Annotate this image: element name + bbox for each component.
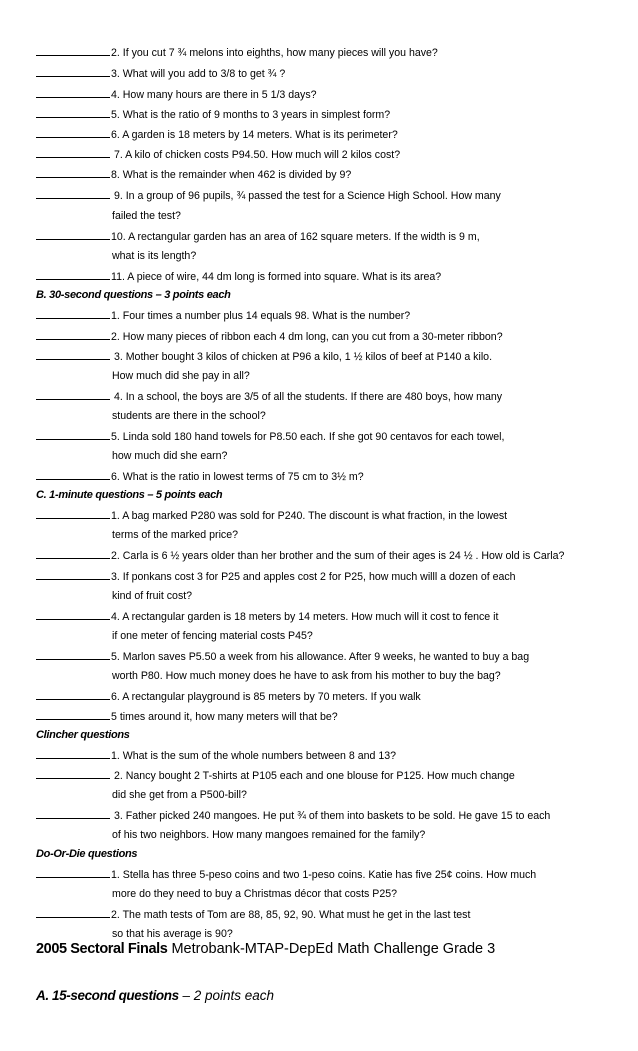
answer-blank[interactable] bbox=[36, 188, 110, 199]
question-continuation: of his two neighbors. How many mangoes remained for the family? bbox=[112, 829, 426, 841]
question-text: 2. If you cut 7 ¾ melons into eighths, how many pieces will you have? bbox=[111, 47, 438, 59]
contest-title-bold: 2005 Sectoral Finals bbox=[36, 941, 168, 957]
question-text: 2. Nancy bought 2 T-shirts at P105 each and one blouse for P125. How much change bbox=[111, 770, 515, 782]
question-text: 6. What is the ratio in lowest terms of 75 cm to 3½ m? bbox=[111, 471, 364, 483]
question-line bbox=[36, 508, 626, 523]
section-a-header-bold: A. 15-second questions bbox=[36, 988, 179, 1003]
answer-blank[interactable] bbox=[36, 389, 110, 400]
answer-blank[interactable] bbox=[36, 429, 110, 440]
contest-title bbox=[36, 941, 495, 957]
question-text: 5 times around it, how many meters will that be? bbox=[111, 711, 338, 723]
question-continuation: more do they need to buy a Christmas décor that costs P25? bbox=[112, 888, 398, 900]
answer-blank[interactable] bbox=[36, 45, 110, 56]
answer-blank[interactable] bbox=[36, 229, 110, 240]
question-line bbox=[36, 127, 626, 142]
answer-blank[interactable] bbox=[36, 548, 110, 559]
contest-title-rest: Metrobank-MTAP-DepEd Math Challenge Grade 3 bbox=[167, 941, 496, 957]
question-text: 1. Stella has three 5-peso coins and two 1-peso coins. Katie has five 25¢ coins. How much bbox=[111, 869, 537, 881]
question-line bbox=[36, 147, 626, 162]
answer-blank[interactable] bbox=[36, 107, 110, 118]
question-text: 3. Mother bought 3 kilos of chicken at P96 a kilo, 1 ½ kilos of beef at P140 a kilo. bbox=[111, 351, 493, 363]
question-line bbox=[36, 308, 626, 323]
question-line bbox=[36, 429, 626, 444]
question-line bbox=[36, 349, 626, 364]
section-header: B. 30-second questions – 3 points each bbox=[36, 289, 231, 301]
answer-blank[interactable] bbox=[36, 569, 110, 580]
question-line bbox=[36, 768, 626, 783]
answer-blank[interactable] bbox=[36, 147, 110, 158]
question-text: 3. What will you add to 3/8 to get ¾ ? bbox=[111, 68, 286, 80]
question-line bbox=[36, 188, 626, 203]
question-continuation: if one meter of fencing material costs P45? bbox=[112, 630, 313, 642]
answer-blank[interactable] bbox=[36, 508, 110, 519]
question-continuation: so that his average is 90? bbox=[112, 928, 233, 940]
question-text: 4. A rectangular garden is 18 meters by 14 meters. How much will it cost to fence it bbox=[111, 611, 499, 623]
question-line bbox=[36, 569, 626, 584]
question-text: 11. A piece of wire, 44 dm long is formed into square. What is its area? bbox=[111, 271, 442, 283]
question-line bbox=[36, 808, 626, 823]
question-text: 8. What is the remainder when 462 is divided by 9? bbox=[111, 169, 352, 181]
question-text: 5. What is the ratio of 9 months to 3 years in simplest form? bbox=[111, 109, 391, 121]
answer-blank[interactable] bbox=[36, 867, 110, 878]
question-line bbox=[36, 469, 626, 484]
question-text: 5. Linda sold 180 hand towels for P8.50 each. If she got 90 centavos for each towel, bbox=[111, 431, 505, 443]
question-continuation: did she get from a P500-bill? bbox=[112, 789, 247, 801]
answer-blank[interactable] bbox=[36, 768, 110, 779]
question-text: 2. Carla is 6 ½ years older than her brother and the sum of their ages is 24 ½ . How old is Carla? bbox=[111, 550, 565, 562]
question-line bbox=[36, 748, 626, 763]
question-continuation: kind of fruit cost? bbox=[112, 590, 193, 602]
answer-blank[interactable] bbox=[36, 66, 110, 77]
question-line bbox=[36, 867, 626, 882]
answer-blank[interactable] bbox=[36, 349, 110, 360]
question-line bbox=[36, 548, 626, 563]
question-text: 1. A bag marked P280 was sold for P240. The discount is what fraction, in the lowest bbox=[111, 510, 508, 522]
question-text: 5. Marlon saves P5.50 a week from his allowance. After 9 weeks, he wanted to buy a bag bbox=[111, 651, 530, 663]
question-line bbox=[36, 609, 626, 624]
question-line bbox=[36, 229, 626, 244]
question-text: 6. A rectangular playground is 85 meters by 70 meters. If you walk bbox=[111, 691, 421, 703]
question-line bbox=[36, 709, 626, 724]
section-header: Do-Or-Die questions bbox=[36, 848, 138, 860]
answer-blank[interactable] bbox=[36, 689, 110, 700]
section-header: C. 1-minute questions – 5 points each bbox=[36, 489, 223, 501]
question-line bbox=[36, 45, 626, 60]
question-text: 3. If ponkans cost 3 for P25 and apples cost 2 for P25, how much willl a dozen of each bbox=[111, 571, 516, 583]
answer-blank[interactable] bbox=[36, 469, 110, 480]
question-text: 2. The math tests of Tom are 88, 85, 92, 90. What must he get in the last test bbox=[111, 909, 471, 921]
question-continuation: worth P80. How much money does he have to ask from his mother to buy the bag? bbox=[112, 670, 501, 682]
question-line bbox=[36, 389, 626, 404]
question-continuation: terms of the marked price? bbox=[112, 529, 238, 541]
question-text: 9. In a group of 96 pupils, ¾ passed the test for a Science High School. How many bbox=[111, 190, 501, 202]
answer-blank[interactable] bbox=[36, 808, 110, 819]
question-line bbox=[36, 107, 626, 122]
question-continuation: what is its length? bbox=[112, 250, 197, 262]
answer-blank[interactable] bbox=[36, 709, 110, 720]
question-text: 4. How many hours are there in 5 1/3 days? bbox=[111, 89, 317, 101]
question-continuation: failed the test? bbox=[112, 210, 181, 222]
question-text: 2. How many pieces of ribbon each 4 dm long, can you cut from a 30-meter ribbon? bbox=[111, 331, 503, 343]
answer-blank[interactable] bbox=[36, 907, 110, 918]
question-line bbox=[36, 269, 626, 284]
answer-blank[interactable] bbox=[36, 329, 110, 340]
question-text: 6. A garden is 18 meters by 14 meters. What is its perimeter? bbox=[111, 129, 398, 141]
question-text: 3. Father picked 240 mangoes. He put ¾ of them into baskets to be sold. He gave 15 to each bbox=[111, 810, 551, 822]
question-continuation: how much did she earn? bbox=[112, 450, 228, 462]
question-continuation: students are there in the school? bbox=[112, 410, 266, 422]
answer-blank[interactable] bbox=[36, 269, 110, 280]
section-a-header bbox=[36, 988, 274, 1003]
question-text: 7. A kilo of chicken costs P94.50. How much will 2 kilos cost? bbox=[111, 149, 401, 161]
question-line bbox=[36, 329, 626, 344]
question-line bbox=[36, 649, 626, 664]
answer-blank[interactable] bbox=[36, 748, 110, 759]
question-line bbox=[36, 907, 626, 922]
question-text: 10. A rectangular garden has an area of 162 square meters. If the width is 9 m, bbox=[111, 231, 480, 243]
question-line bbox=[36, 167, 626, 182]
answer-blank[interactable] bbox=[36, 308, 110, 319]
answer-blank[interactable] bbox=[36, 87, 110, 98]
question-text: 4. In a school, the boys are 3/5 of all the students. If there are 480 boys, how many bbox=[111, 391, 503, 403]
answer-blank[interactable] bbox=[36, 127, 110, 138]
answer-blank[interactable] bbox=[36, 167, 110, 178]
question-line bbox=[36, 87, 626, 102]
question-line bbox=[36, 689, 626, 704]
answer-blank[interactable] bbox=[36, 609, 110, 620]
question-continuation: How much did she pay in all? bbox=[112, 370, 250, 382]
answer-blank[interactable] bbox=[36, 649, 110, 660]
question-text: 1. What is the sum of the whole numbers between 8 and 13? bbox=[111, 750, 397, 762]
question-line bbox=[36, 66, 626, 81]
section-header: Clincher questions bbox=[36, 729, 130, 741]
question-text: 1. Four times a number plus 14 equals 98. What is the number? bbox=[111, 310, 411, 322]
section-a-header-rest: – 2 points each bbox=[178, 988, 275, 1003]
